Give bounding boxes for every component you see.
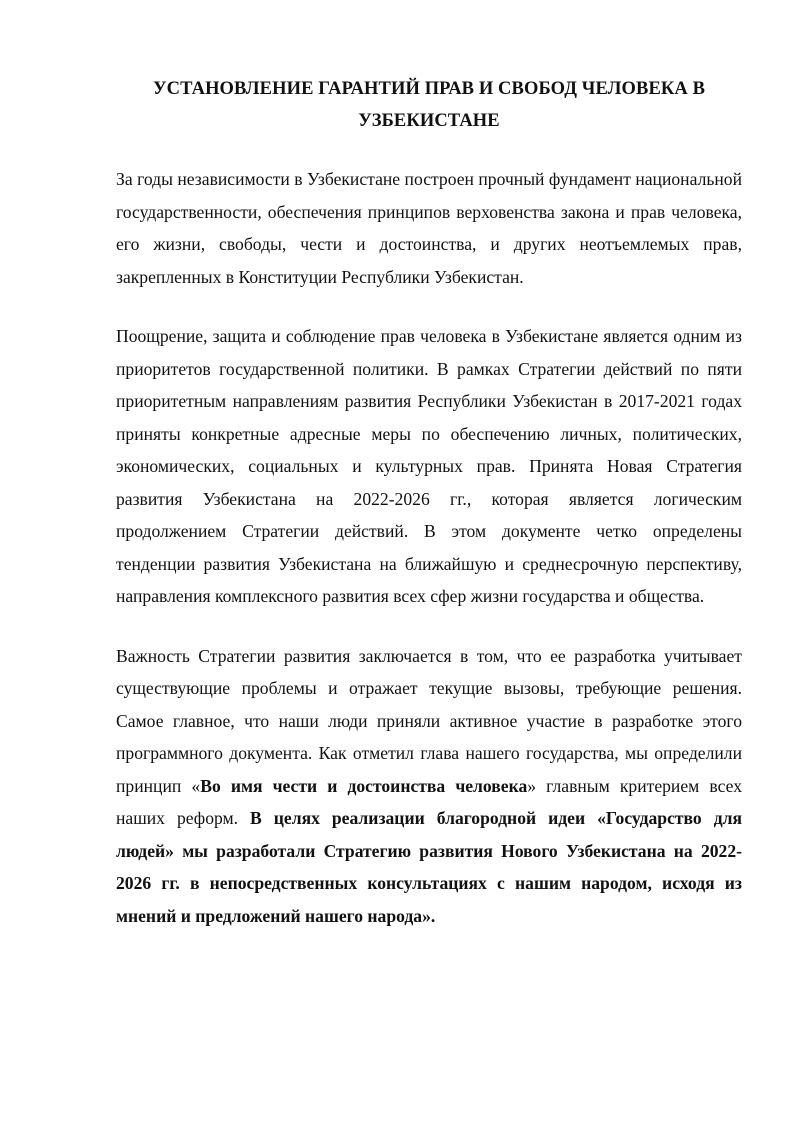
paragraph-3-text-2: » главным критерием всех наших реформ.: [116, 775, 742, 828]
paragraph-2: Поощрение, защита и соблюдение прав человека в Узбекистане является одним из приоритетов государственной политики. В рамках Стратегии действий по пяти приоритетным направлениям развития Республики Узбекистан в 2017-2021 годах приняты конкретные адресные меры по обеспечению личных, политических, экономических, социальных и культурных прав. Принята Новая Стратегия развития Узбекистана на 2022-2026 гг., которая является логическим продолжением Стратегии действий. В этом документе четко определены тенденции развития Узбекистана на ближайшую и среднесрочную перспективу, направления комплексного развития всех сфер жизни государства и общества.: [116, 326, 742, 606]
document-title: [116, 73, 742, 137]
paragraph-3-text-1: Важность Стратегии развития заключается в том, что ее разработка учитывает существующие проблемы и отражает текущие вызовы, требующие решения. Самое главное, что наши люди приняли активное участие в разработке этого программного документа. Как отметил глава нашего государства, мы определили принцип «: [116, 645, 742, 796]
title-line-1: УСТАНОВЛЕНИЕ ГАРАНТИЙ ПРАВ И СВОБОД ЧЕЛОВЕКА В: [152, 79, 706, 99]
paragraph-3-bold-2: В целях реализации благородной идеи «Государство для людей» мы разработали Стратегию развития Нового Узбекистана на 2022-2026 гг. в непосредственных консультациях с нашим народом, исходя из мнений и предложений нашего народа».: [116, 808, 742, 926]
paragraph-1: За годы независимости в Узбекистане построен прочный фундамент национальной государственности, обеспечения принципов верховенства закона и прав человека, его жизни, свободы, чести и достоинства, и других неотъемлемых прав, закрепленных в Конституции Республики Узбекистан.: [116, 169, 742, 287]
title-line-2: УЗБЕКИСТАНЕ: [358, 111, 500, 131]
paragraph-3: [116, 640, 742, 933]
paragraph-3-bold-1: Во имя чести и достоинства человека: [200, 775, 528, 796]
